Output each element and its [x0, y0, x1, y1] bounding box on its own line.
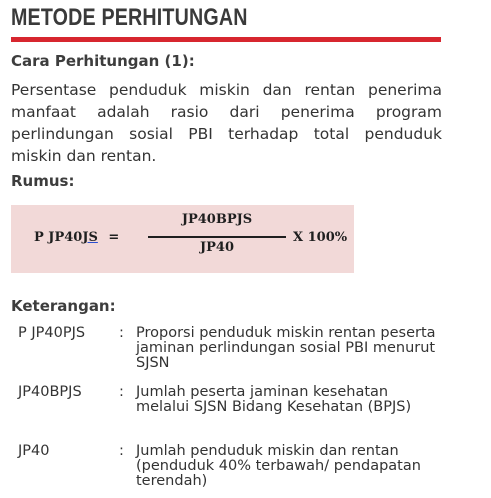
method-description: Persentase penduduk miskin dan rentan penerima manfaat adalah rasio dari penerima program perlindungan sosial PBI terhadap total penduduk miskin dan rentan. [11, 81, 442, 165]
formula-numerator: JP40BPJS [181, 212, 253, 227]
legend-term: P JP40PJS [18, 325, 86, 341]
legend-description: Proporsi penduduk miskin rentan peserta jaminan perlindungan sosial PBI menurut SJSN [136, 325, 436, 371]
legend-heading: Keterangan: [11, 297, 116, 315]
legend-term: JP40 [18, 443, 50, 459]
legend-description: Jumlah penduduk miskin dan rentan (penduduk 40% terbawah/ pendapatan terendah) [136, 443, 421, 489]
formula-lhs [34, 230, 119, 245]
legend-colon: : [119, 325, 124, 341]
legend-colon: : [119, 384, 124, 400]
formula-lhs-suffix: JS [82, 230, 98, 245]
title-underline [11, 37, 441, 42]
legend-description: Jumlah peserta jaminan kesehatan melalui SJSN Bidang Kesehatan (BPJS) [136, 384, 412, 415]
formula-lhs-prefix: P JP40 [34, 230, 83, 245]
formula-heading: Rumus: [11, 172, 75, 190]
slide-title: METODE PERHITUNGAN [11, 4, 248, 31]
method-heading: Cara Perhitungan (1): [11, 52, 195, 70]
formula-denominator: JP40 [199, 240, 235, 255]
legend-colon: : [119, 443, 124, 459]
legend-term: JP40BPJS [18, 384, 82, 400]
formula-box [11, 205, 354, 273]
formula-equals: = [108, 230, 120, 245]
formula-fraction-bar [148, 236, 286, 238]
formula-multiplier: X 100% [293, 230, 348, 245]
